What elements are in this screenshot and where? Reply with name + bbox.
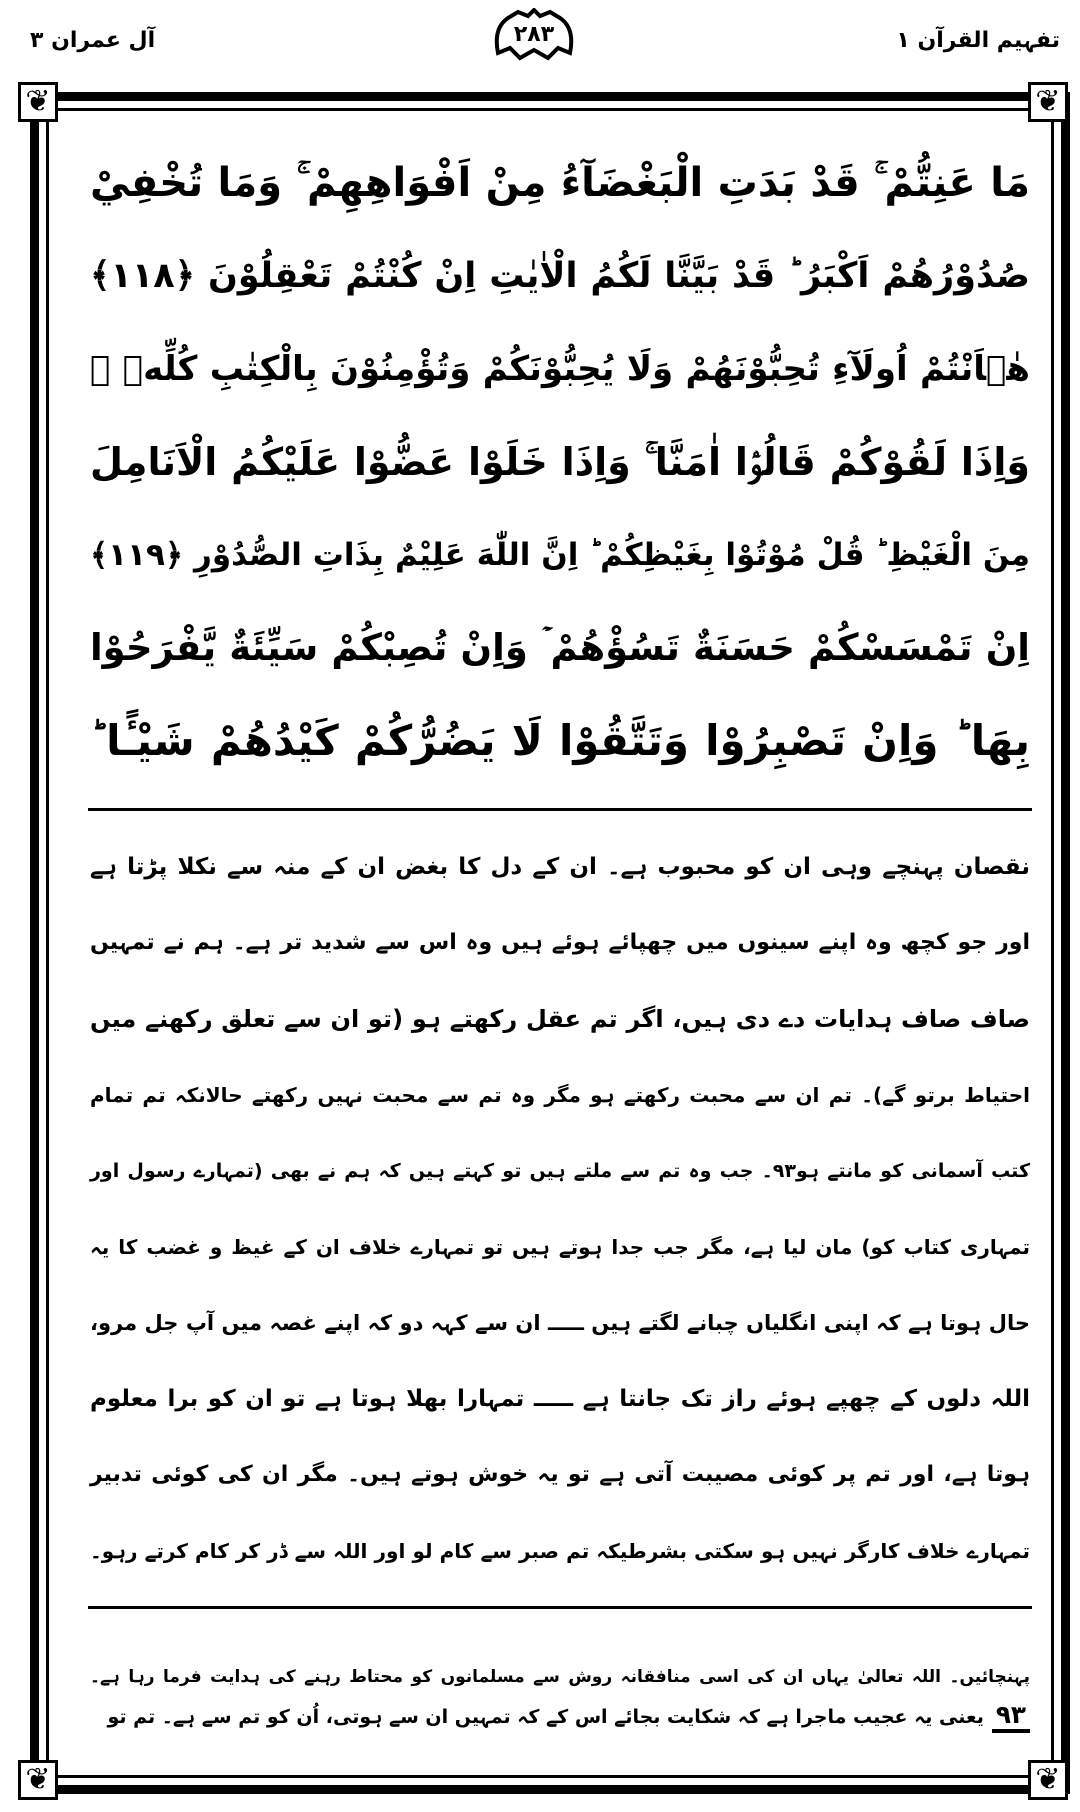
corner-ornament-icon: ❦: [1028, 82, 1068, 122]
footnote-line: [90, 1698, 1030, 1734]
urdu-line: صاف صاف ہدایات دے دی ہیں، اگر تم عقل رکھتے ہو (تو ان سے تعلق رکھنے میں: [90, 1005, 1030, 1033]
divider: [88, 808, 1032, 811]
arabic-line: وَاِذَا لَقُوْكُمْ قَالُوْۤا اٰمَنَّا ۚ وَاِذَا خَلَوْا عَضُّوْا عَلَيْكُمُ الْاَنَامِلَ: [90, 440, 1030, 484]
divider: [88, 1606, 1032, 1609]
running-header-right: تفہیم القرآن ۱: [896, 28, 1060, 53]
urdu-line: ہوتا ہے، اور تم پر کوئی مصیبت آتی ہے تو یہ خوش ہوتے ہیں۔ مگر ان کی کوئی تدبیر: [90, 1462, 1030, 1487]
urdu-line: احتیاط برتو گے)۔ تم ان سے محبت رکھتے ہو مگر وہ تم سے محبت نہیں رکھتے حالانکہ تم تمام: [90, 1083, 1030, 1107]
corner-ornament-icon: ❦: [18, 1760, 58, 1800]
arabic-line: مِنَ الْغَيْظِ ؕ قُلْ مُوْتُوْا بِغَيْظِكُمْ ؕ اِنَّ اللّٰهَ عَلِيْمٌ بِذَاتِ الصُّدُوْرِ ﴿١١٩﴾: [90, 537, 1030, 573]
corner-ornament-icon: ❦: [1028, 1760, 1068, 1800]
running-header-left: آل عمران ۳: [30, 28, 156, 53]
page-number: ۲۸۳: [513, 22, 555, 47]
urdu-line: نقصان پہنچے وہی ان کو محبوب ہے۔ ان کے دل کا بغض ان کے منہ سے نکلا پڑتا ہے: [90, 854, 1030, 880]
corner-ornament-icon: ❦: [18, 82, 58, 122]
arabic-line: مَا عَنِتُّمْ ۚ قَدْ بَدَتِ الْبَغْضَآءُ مِنْ اَفْوَاهِهِمْ ۚ وَمَا تُخْفِيْ: [90, 160, 1030, 206]
arabic-line: بِهَا ؕ وَاِنْ تَصْبِرُوْا وَتَتَّقُوْا لَا يَضُرُّكُمْ كَيْدُهُمْ شَيْـًٔا ؕ: [90, 716, 1030, 765]
page-number-ornament: [488, 8, 580, 68]
urdu-line: تمہاری کتاب کو) مان لیا ہے، مگر جب جدا ہوتے ہیں تو تمہارے خلاف ان کے غیظ و غضب کا یہ: [90, 1235, 1030, 1259]
arabic-line: صُدُوْرُهُمْ اَكْبَرُ ؕ قَدْ بَيَّنَّا لَكُمُ الْاٰيٰتِ اِنْ كُنْتُمْ تَعْقِلُوْنَ ﴿١١٨﴾: [90, 256, 1030, 296]
urdu-line: کتب آسمانی کو مانتے ہو۹۳۔ جب وہ تم سے ملتے ہیں تو کہتے ہیں کہ ہم نے بھی (تمہارے رسول اور: [89, 1160, 1030, 1182]
arabic-line: هٰۤاَنْتُمْ اُولَآءِ تُحِبُّوْنَهُمْ وَلَا يُحِبُّوْنَكُمْ وَتُؤْمِنُوْنَ بِالْكِتٰبِ كُلِّهٖ ۚ: [90, 349, 1030, 389]
urdu-line: اللہ دلوں کے چھپے ہوئے راز تک جانتا ہے ـــــ تمہارا بھلا ہوتا ہے تو ان کو برا معلوم: [90, 1386, 1030, 1412]
urdu-line: تمہارے خلاف کارگر نہیں ہو سکتی بشرطیکہ تم صبر سے کام لو اور اللہ سے ڈر کر کام کرتے رہو۔: [90, 1539, 1030, 1563]
footnote-line: پہنچائیں۔ اللہ تعالیٰ یہاں ان کی اسی منافقانہ روش سے مسلمانوں کو محتاط رہنے کی ہدایت فرما رہا ہے۔: [90, 1667, 1030, 1687]
footnote-number: ۹۳: [992, 1700, 1030, 1733]
footnote-text: یعنی یہ عجیب ماجرا ہے کہ شکایت بجائے اس کے کہ تمہیں ان سے ہوتی، اُن کو تم سے ہے۔ تم تو: [107, 1706, 984, 1728]
arabic-line: اِنْ تَمْسَسْكُمْ حَسَنَةٌ تَسُؤْهُمْ ۡ وَاِنْ تُصِبْكُمْ سَيِّئَةٌ يَّفْرَحُوْا: [90, 626, 1030, 669]
urdu-line: حال ہوتا ہے کہ اپنی انگلیاں چبانے لگتے ہیں ـــــ ان سے کہہ دو کہ اپنے غصہ میں آپ جل مرو،: [90, 1311, 1030, 1335]
urdu-line: اور جو کچھ وہ اپنے سینوں میں چھپائے ہوئے ہیں وہ اس سے شدید تر ہے۔ ہم نے تمہیں: [90, 930, 1030, 955]
